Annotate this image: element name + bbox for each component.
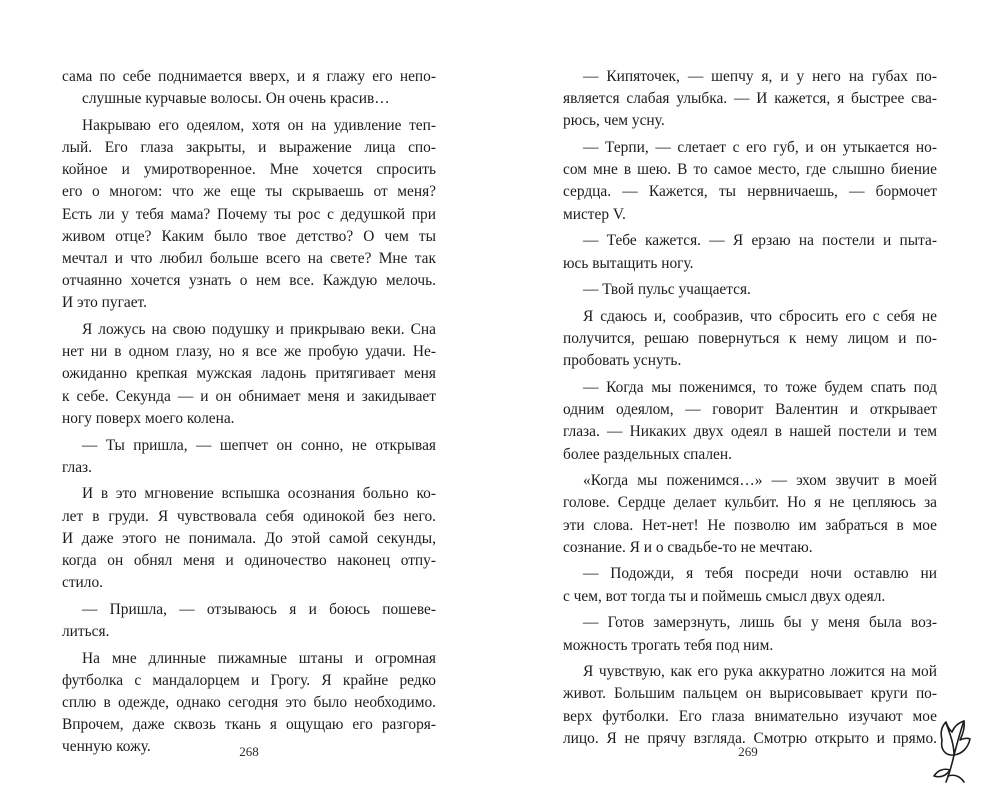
text-line: — Когда мы поженимся, то тоже будем спать под [583, 378, 937, 396]
text-line: ожиданно крепкая мужская ладонь притягивает меня [62, 365, 436, 383]
text-line: — Подожди, я тебя посреди ночи оставлю ни [583, 565, 937, 583]
text-line: Впрочем, даже сквозь ткань я ощущаю его разгоря- [62, 716, 436, 734]
text-line: слушные курчавые волосы. Он очень красив… [82, 90, 390, 108]
text-line: сознание. Я и о свадьбе-то не мечтаю. [563, 538, 813, 556]
right-page-text [563, 66, 937, 750]
text-line: когда он обнял меня и одиночество наконец отпу- [62, 551, 436, 569]
text-line: — Кипяточек, — шепчу я, и у него на губах по- [583, 68, 937, 85]
text-line: живом отце? Каким было твое детство? О чем ты [62, 227, 436, 245]
text-line: лый. Его глаза закрыты, и выражение лица спо- [62, 139, 436, 157]
text-line: сплю в одежде, однако сегодня это было необходимо. [62, 694, 436, 712]
text-line: Накрываю его одеялом, хотя он на удивление теп- [82, 116, 436, 134]
text-line: — Пришла, — отзываюсь я и боюсь пошеве- [82, 600, 436, 618]
left-page-text [62, 66, 436, 759]
text-line: пробовать уснуть. [563, 352, 682, 370]
text-line: И это пугает. [62, 294, 147, 312]
text-line: его о многом: что же еще ты скрываешь от меня? [62, 183, 436, 201]
text-line: И даже этого не понимала. До этой самой секунды, [62, 529, 436, 547]
text-line: Я ложусь на свою подушку и прикрываю веки. Сна [82, 321, 436, 339]
text-line: ногу поверх моего колена. [62, 409, 235, 427]
text-line: рюсь, чем усну. [563, 112, 665, 130]
text-line: — Терпи, — слетает с его губ, и он утыкается но- [583, 139, 937, 157]
text-line: верх футболки. Его глаза внимательно изучают мое [563, 707, 937, 725]
text-line: стило. [62, 574, 104, 592]
text-line: сом мне в шею. В то самое место, где слышно биение [563, 161, 937, 179]
text-line: Я чувствую, как его рука аккуратно ложится на мой [583, 663, 937, 681]
text-line: И в это мгновение вспышка осознания больно ко- [82, 485, 436, 503]
text-line: ченную кожу. [62, 738, 151, 756]
text-line: мистер V. [563, 205, 626, 223]
text-line: «Когда мы поженимся…» — эхом звучит в моей [583, 472, 937, 490]
text-line: футболка с мандалорцем и Грогу. Я крайне редко [62, 671, 436, 689]
page-number-right: 269 [738, 744, 758, 759]
text-line: юсь вытащить ногу. [563, 254, 694, 272]
text-line: — Ты пришла, — шепчет он сонно, не открывая [82, 436, 436, 454]
text-line: — Тебе кажется. — Я ерзаю на постели и пыта- [583, 232, 937, 250]
text-line: получится, решаю повернуться к нему лицом и по- [563, 330, 937, 348]
text-line: живот. Большим пальцем он вырисовывает круги по- [563, 685, 937, 703]
text-line: глаза. — Никаких двух одеял в нашей постели и тем [563, 423, 937, 441]
text-line: Я сдаюсь и, сообразив, что сбросить его с себя не [583, 307, 937, 325]
text-line: глаз. [62, 458, 92, 476]
text-line: койное и умиротворенное. Мне хочется спросить [62, 161, 436, 179]
text-line: к себе. Секунда — и он обнимает меня и закидывает [62, 387, 436, 405]
text-line: является слабая улыбка. — И кажется, я быстрее сва- [563, 90, 937, 108]
text-line: мечтал и что любил больше всего на свете? Мне так [62, 250, 436, 267]
text-line: Есть ли у тебя мама? Почему ты рос с дедушкой при [62, 205, 436, 223]
text-line: эти слова. Нет-нет! Не позволю им забраться в мое [563, 516, 937, 534]
text-line: — Готов замерзнуть, лишь бы у меня была воз- [583, 614, 937, 632]
text-line: голове. Сердце делает кульбит. Но я не цепляюсь за [563, 494, 937, 512]
text-line: лицо. Я не прячу взгляда. Смотрю открыто и прямо. [563, 729, 937, 747]
page-number-left: 268 [239, 744, 259, 759]
text-line: более раздельных спален. [563, 445, 732, 463]
text-line: с чем, вот тогда ты и поймешь смысл двух одеял. [563, 587, 886, 605]
text-line: На мне длинные пижамные штаны и огромная [82, 649, 436, 667]
text-line: сама по себе поднимается вверх, и я глажу его непо- [62, 68, 436, 85]
text-line: — Твой пульс учащается. [583, 281, 751, 299]
text-line: литься. [62, 623, 110, 640]
text-line: нет ни в одном глазу, но я все же пробую удачи. Не- [62, 343, 436, 361]
text-line: одним одеялом, — говорит Валентин и открывает [563, 401, 937, 419]
text-line: лет в груди. Я чувствовала себя одинокой без него. [62, 507, 436, 525]
tulip-icon [930, 718, 974, 788]
text-line: можность трогать тебя под ним. [563, 636, 774, 654]
text-line: отчаянно хочется узнать о нем все. Каждую мелочь. [62, 272, 436, 290]
text-line: сердца. — Кажется, ты нервничаешь, — бормочет [563, 183, 937, 201]
